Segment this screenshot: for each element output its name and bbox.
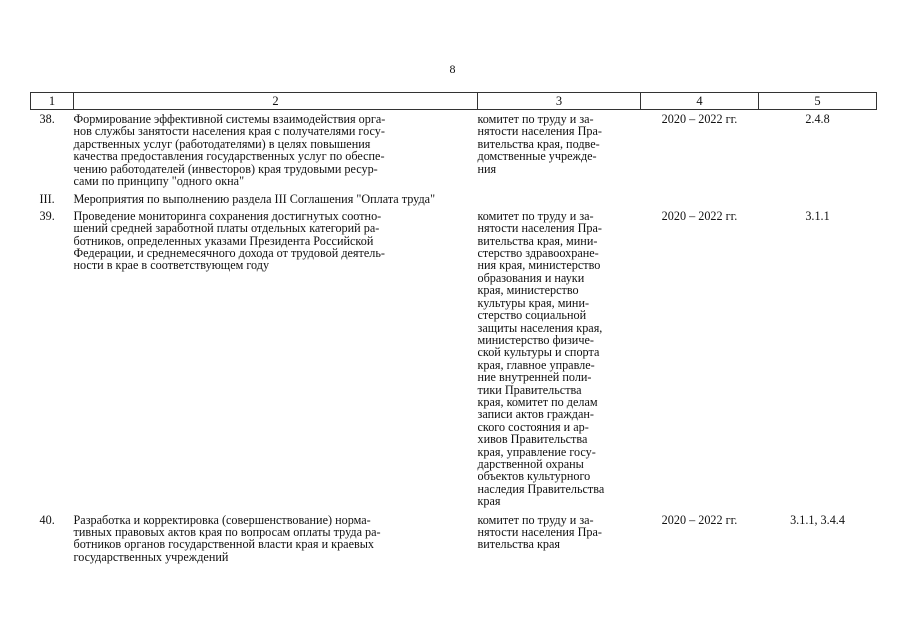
responsible-line: нятости населения Пра-: [477, 221, 602, 236]
responsible-line: стерство социальной: [477, 308, 587, 323]
description-line: Проведение мониторинга сохранения достигнутых соотно-: [73, 208, 382, 223]
responsible-line: края, министерство: [477, 283, 579, 298]
responsible-line: дарственной охраны: [477, 456, 584, 471]
description-line: Формирование эффективной системы взаимодействия орга-: [73, 112, 386, 126]
description-line: качества предоставления государственных услуг по обеспе-: [73, 149, 385, 164]
responsible-line: края, главное управле-: [477, 357, 595, 372]
row-term: 2020 – 2022 гг.: [661, 512, 738, 527]
responsible-line: нятости населения Пра-: [477, 525, 602, 539]
row-term: 2020 – 2022 гг.: [661, 208, 738, 223]
responsible-line: края: [477, 494, 501, 509]
activities-table: [30, 92, 877, 563]
row-reference: 3.1.1: [805, 208, 830, 223]
row-responsible: [478, 514, 641, 564]
responsible-line: стерство здравоохране-: [477, 246, 599, 261]
responsible-line: вительства края, подве-: [477, 136, 600, 151]
description-line: ботников органов государственной власти края и краевых: [73, 537, 375, 552]
description-line: шений средней заработной платы отдельных категорий ра-: [73, 221, 380, 236]
description-line: Разработка и корректировка (совершенствование) норма-: [73, 512, 371, 527]
responsible-line: министерство физиче-: [477, 332, 594, 347]
row-description: [74, 514, 478, 564]
row-number: 40.: [39, 512, 55, 527]
column-header: 2: [74, 93, 478, 110]
responsible-line: образования и науки: [477, 270, 585, 285]
responsible-line: хивов Правительства: [477, 432, 588, 447]
table-header-row: [31, 93, 877, 110]
table-row: [31, 110, 877, 188]
responsible-line: комитет по труду и за-: [477, 512, 594, 527]
description-line: ботников, определенных указами Президента Российской: [73, 233, 374, 248]
column-header: 4: [641, 93, 759, 110]
responsible-line: культуры края, мини-: [477, 295, 590, 310]
row-description: [74, 210, 478, 508]
responsible-line: комитет по труду и за-: [477, 208, 594, 223]
table-row: [31, 514, 877, 564]
responsible-line: края, комитет по делам: [477, 394, 598, 409]
section-number: III.: [39, 192, 55, 207]
description-line: нов службы занятости населения края с получателями госу-: [73, 124, 385, 139]
responsible-line: ния края, министерство: [477, 258, 601, 273]
row-description: [74, 110, 478, 188]
responsible-line: ние внутренней поли-: [477, 370, 592, 385]
row-number: 38.: [39, 112, 55, 126]
responsible-line: вительства края: [477, 537, 560, 552]
responsible-line: домственные учрежде-: [477, 149, 597, 164]
row-responsible: [478, 110, 641, 188]
page-number: 8: [449, 62, 456, 76]
row-responsible: [478, 210, 641, 508]
responsible-line: комитет по труду и за-: [477, 112, 594, 126]
description-line: сами по принципу "одного окна": [73, 174, 245, 189]
table-row: [31, 210, 877, 508]
description-line: чению работодателей (инвесторов) края трудовыми ресур-: [73, 161, 378, 176]
description-line: тивных правовых актов края по вопросам оплаты труда ра-: [73, 525, 381, 539]
column-header: 1: [31, 93, 74, 110]
row-reference: 2.4.8: [805, 112, 830, 126]
row-term: 2020 – 2022 гг.: [661, 112, 738, 126]
description-line: ности в крае в соответствующем году: [73, 258, 270, 273]
responsible-line: защиты населения края,: [477, 320, 603, 335]
description-line: государственных учреждений: [73, 549, 229, 564]
section-title: Мероприятия по выполнению раздела III Соглашения "Оплата труда": [73, 192, 436, 207]
description-line: дарственных услуг (работодателями) в целях повышения: [73, 136, 371, 151]
responsible-line: нятости населения Пра-: [477, 124, 602, 139]
description-line: Федерации, и среднемесячного дохода от трудовой деятель-: [73, 246, 385, 261]
responsible-line: ского состояния и ар-: [477, 419, 589, 434]
responsible-line: записи актов граждан-: [477, 407, 594, 422]
responsible-line: ской культуры и спорта: [477, 345, 600, 360]
row-reference: 3.1.1, 3.4.4: [790, 512, 845, 527]
responsible-line: вительства края, мини-: [477, 233, 598, 248]
responsible-line: объектов культурного: [477, 469, 591, 484]
column-header: 3: [478, 93, 641, 110]
responsible-line: тики Правительства: [477, 382, 582, 397]
section-row: [31, 187, 877, 209]
column-header: 5: [759, 93, 877, 110]
responsible-line: ния: [477, 161, 497, 176]
responsible-line: края, управление госу-: [477, 444, 596, 459]
row-number: 39.: [39, 208, 55, 223]
responsible-line: наследия Правительства: [477, 481, 605, 496]
